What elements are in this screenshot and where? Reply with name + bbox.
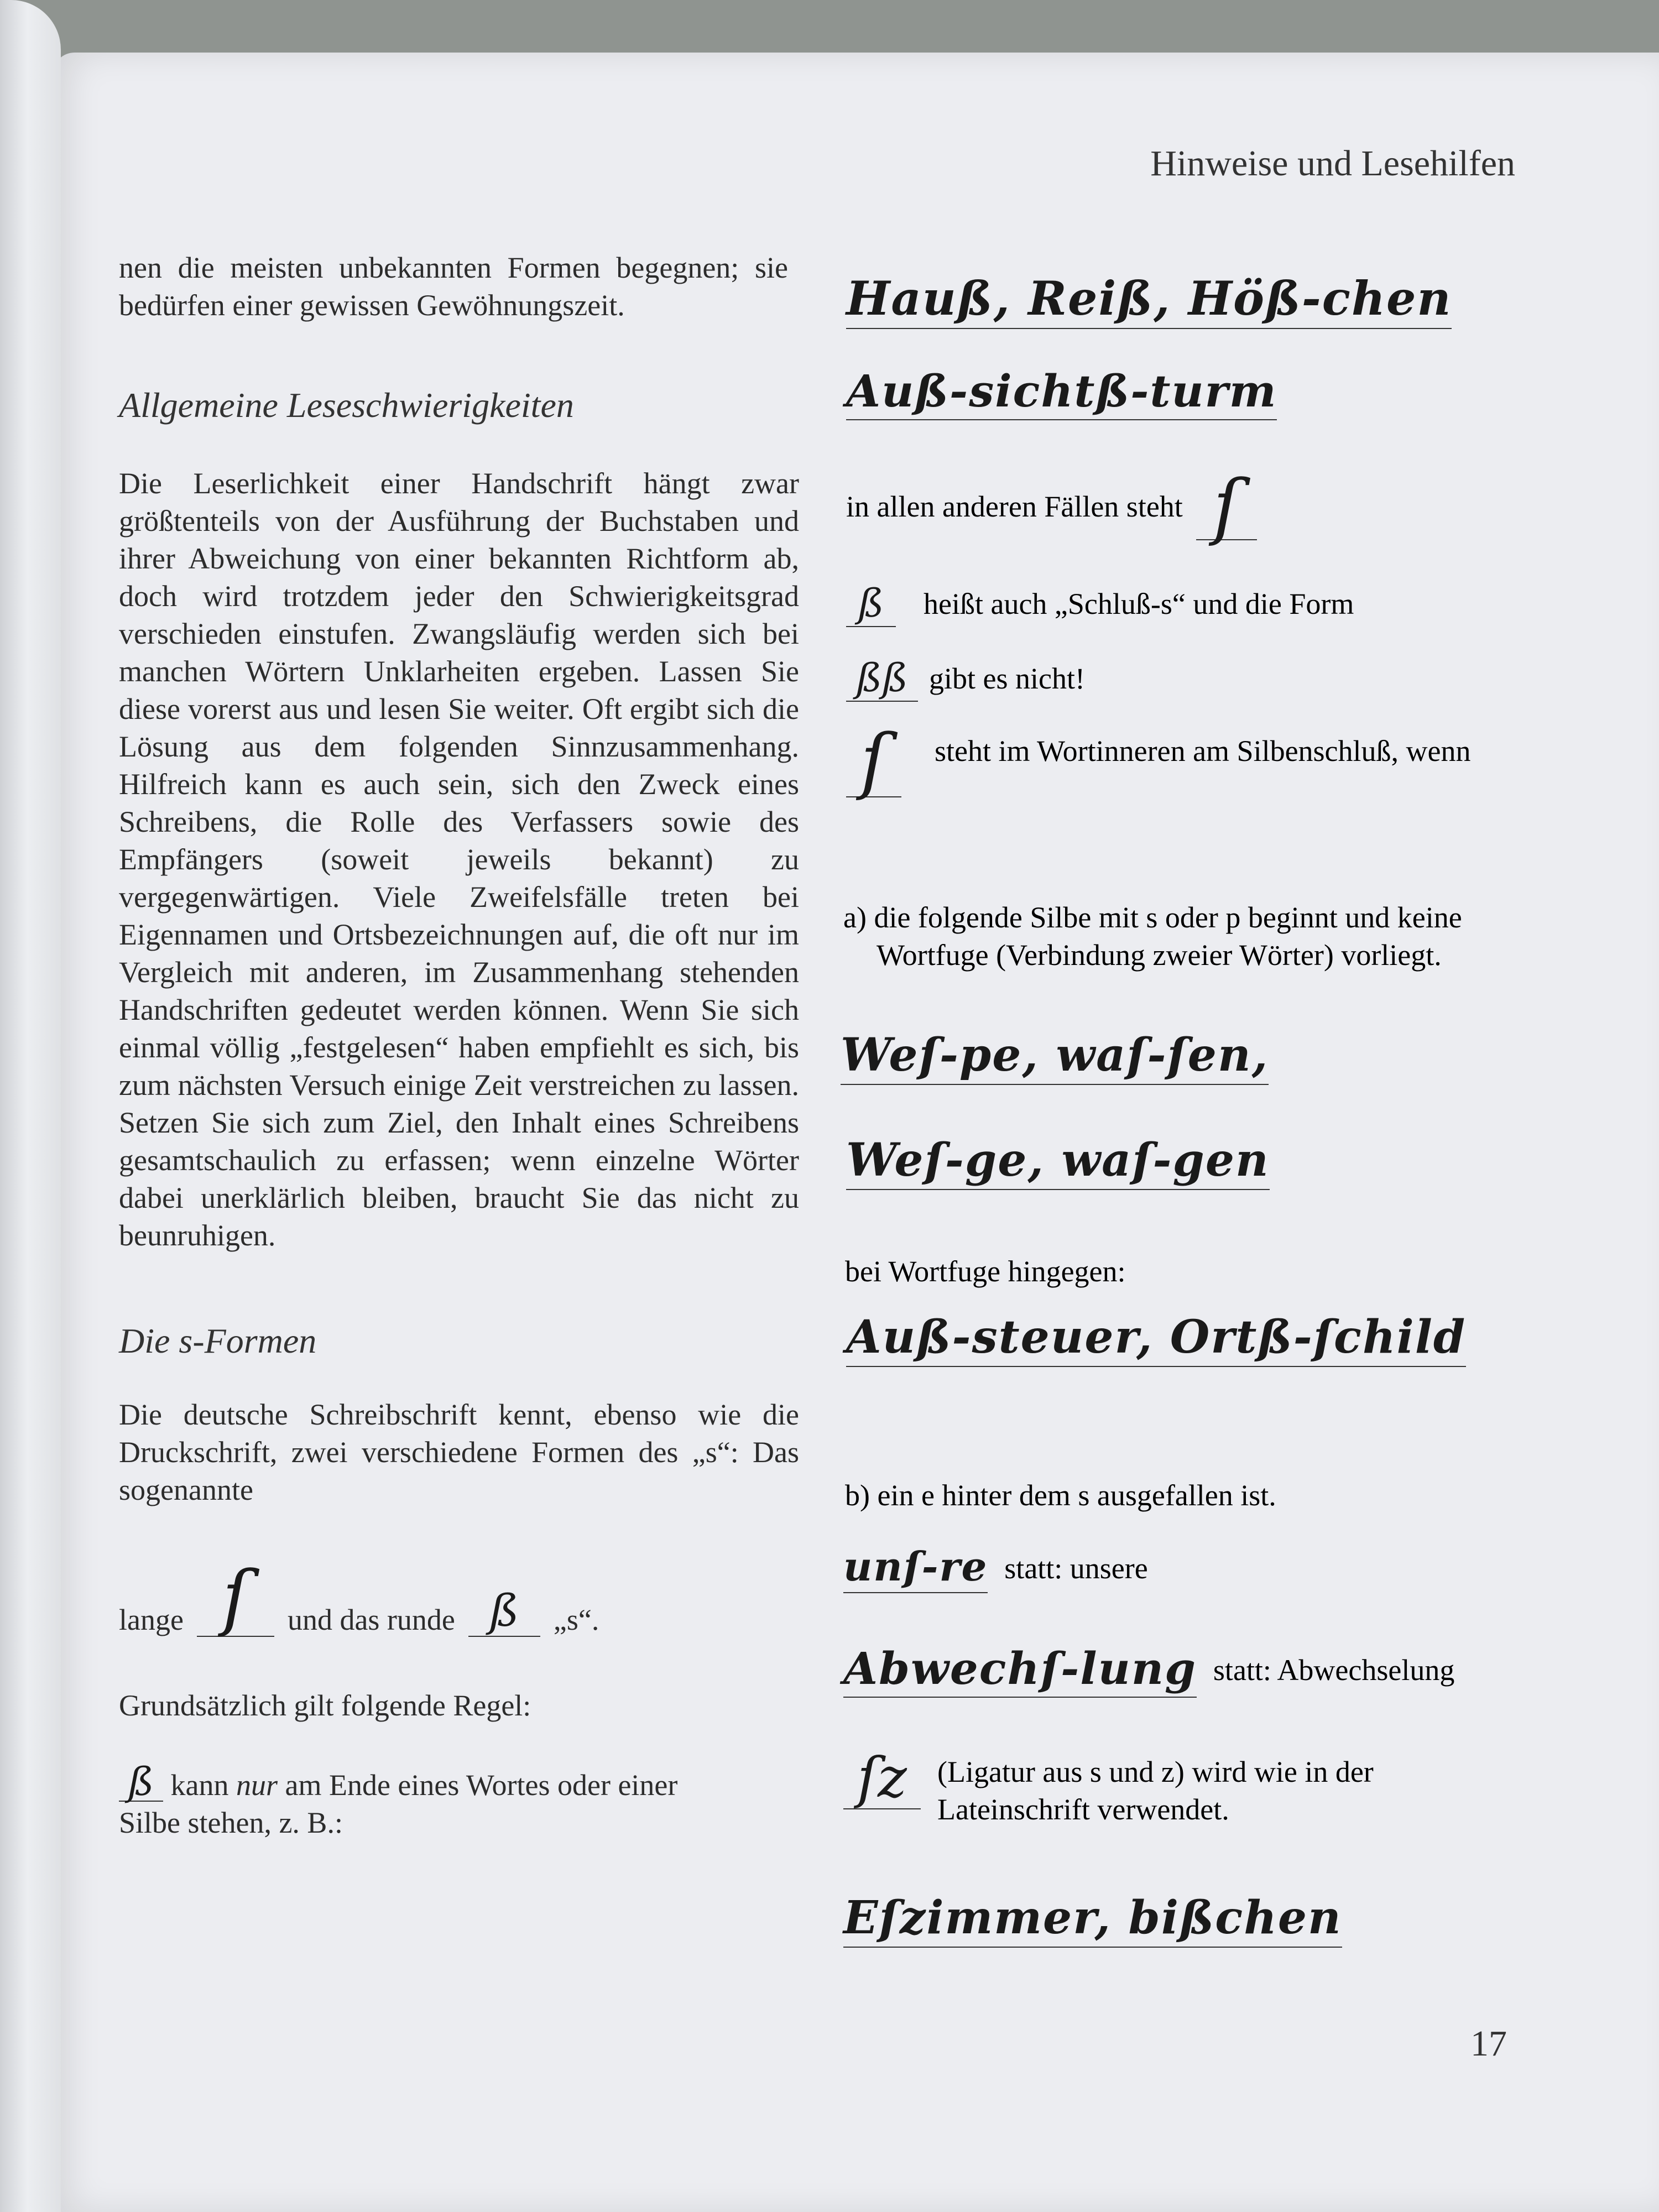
script-example-1: Hauß, Reiß, Höß-chen — [846, 271, 1452, 329]
steht-text: steht im Wortinneren am Silbenschluß, wenn — [935, 734, 1471, 768]
und-runde-label: und das runde — [287, 1603, 455, 1636]
script-example-5: Auß-steuer, Ortß-ſchild — [846, 1311, 1466, 1367]
wortfuge-text: bei Wortfuge hingegen: — [845, 1255, 1126, 1288]
script-example-4: Weſ-ge, waſ-gen — [846, 1134, 1270, 1190]
double-s-line — [846, 655, 1085, 702]
rule-b-text: b) ein e hinter dem s ausgefallen ist. — [845, 1479, 1276, 1512]
sz-ligature-glyph: ſz — [843, 1747, 921, 1809]
ligature-line — [843, 1747, 1490, 1828]
lange-label: lange — [119, 1603, 184, 1636]
round-s-glyph: ß — [468, 1586, 540, 1637]
silbe-text: Silbe stehen, z. B.: — [119, 1806, 343, 1839]
left-column — [119, 249, 799, 1841]
heading-s-formen: Die s-Formen — [119, 1321, 317, 1360]
long-s-rule — [846, 718, 1521, 802]
ligature-text: (Ligatur aus s und z) wird wie in der Lateinschrift verwendet. — [937, 1755, 1374, 1826]
other-cases-line — [846, 464, 1257, 548]
abwechselung-line — [843, 1642, 1454, 1698]
schluss-s-text: heißt auch „Schluß-s“ und die Form — [924, 587, 1354, 620]
schluss-s-line — [846, 581, 1354, 627]
long-s-rule-glyph: ſ — [846, 724, 901, 797]
script-example-7: Abwechſ-lung — [843, 1642, 1197, 1698]
kann-text: kann — [170, 1768, 229, 1802]
gibt-text: gibt es nicht! — [929, 662, 1085, 695]
round-s-rule-glyph: ß — [119, 1763, 163, 1802]
ende-text: am Ende eines Wortes oder einer — [285, 1768, 678, 1802]
nur-text: nur — [236, 1768, 278, 1802]
paragraph-leserlichkeit: Die Leserlichkeit einer Handschrift hängt zwar größtenteils von der Ausführung der Buchstaben und ihrer Abweichung von einer bekannten Richtform ab, doch wird trotzdem jeder den Schwierigkeitsgrad verschieden einstufen. Zwangsläufig werden sich bei manchen Wörtern Unklarheiten ergeben. Lassen Sie diese vorerst aus und lesen Sie weiter. Oft ergibt sich die Lösung aus dem folgenden Sinnzusammenhang. Hilfreich kann es auch sein, sich den Zweck eines Schreibens, die Rolle des Verfassers sowie des Empfängers (soweit jeweils bekannt) zu vergegenwärtigen. Viele Zweifelsfälle treten bei Eigennamen und Ortsbezeichnungen auf, die oft nur im Vergleich mit anderen, im Zusammenhang stehenden Handschriften gedeutet werden können. Wenn Sie sich einmal völlig „festgelesen“ haben empfiehlt es sich, bis zum nächsten Versuch einige Zeit verstreichen zu lassen. Setzen Sie sich zum Ziel, den Inhalt eines Schreibens gesamtschaulich zu erfassen; wenn einzelne Wörter dabei unerklärlich bleiben, braucht Sie das nicht zu beunruhigen. — [119, 467, 799, 1252]
script-example-3: Weſ-pe, waſ-ſen, — [841, 1029, 1269, 1085]
statt-abwechselung-text: statt: Abwechselung — [1213, 1653, 1455, 1687]
unsere-line — [843, 1543, 1148, 1593]
other-cases-text: in allen anderen Fällen steht — [846, 490, 1183, 523]
lange-line — [119, 1555, 799, 1639]
script-example-8: Eſzimmer, bißchen — [843, 1891, 1342, 1948]
long-s-glyph-right: ſ — [1196, 473, 1257, 540]
left-page-curl — [0, 0, 61, 2212]
paragraph-s-formen: Die deutsche Schreibschrift kennt, ebenso wie die Druckschrift, zwei verschiedene Formen des „s“: Das sogenannte — [119, 1398, 799, 1506]
intro-text: nen die meisten unbekannten Formen begegnen; sie bedürfen einer gewissen Gewöhnungszeit. — [119, 251, 788, 322]
schluss-s-glyph: ß — [846, 581, 896, 627]
rule-example-line — [119, 1759, 799, 1841]
s-quote: „s“. — [553, 1603, 599, 1636]
long-s-glyph: ſ — [197, 1558, 274, 1637]
running-header: Hinweise und Lesehilfen — [1150, 143, 1515, 184]
rule-a-text: a) die folgende Silbe mit s oder p beginnt und keine Wortfuge (Verbindung zweier Wörter) vorliegt. — [843, 901, 1462, 972]
statt-unsere-text: statt: unsere — [1004, 1551, 1148, 1585]
script-example-6: unſ-re — [843, 1543, 988, 1593]
script-example-2: Auß-sichtß-turm — [846, 365, 1277, 420]
heading-allgemeine: Allgemeine Leseschwierigkeiten — [119, 385, 574, 425]
rule-text: Grundsätzlich gilt folgende Regel: — [119, 1689, 531, 1722]
double-round-s-glyph: ßß — [846, 655, 918, 702]
page-number: 17 — [1470, 2023, 1507, 2064]
